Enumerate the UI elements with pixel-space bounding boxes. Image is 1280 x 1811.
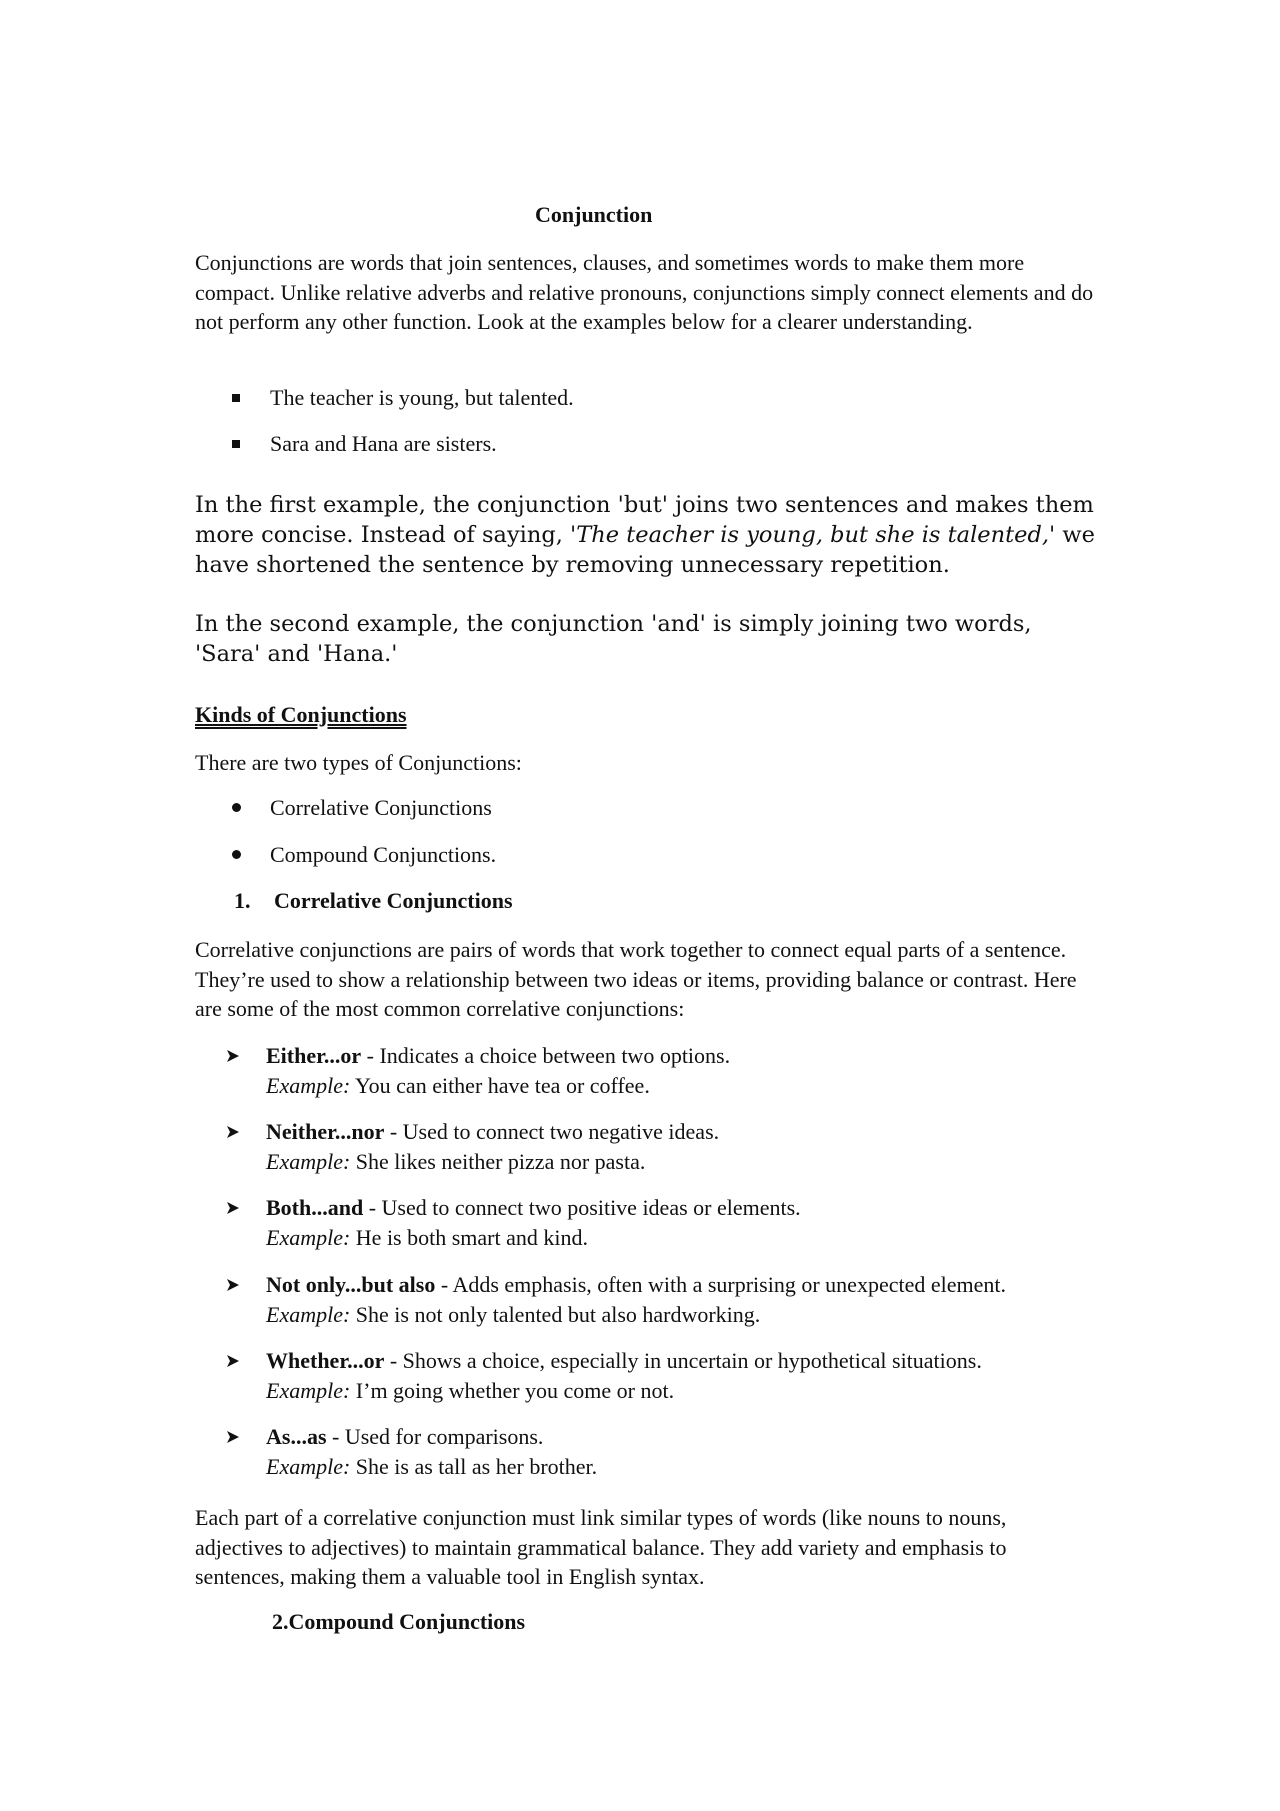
list-item: Compound Conjunctions.	[232, 842, 496, 868]
arrow-bullet-icon	[226, 1041, 242, 1071]
explanation-paragraph-2: In the second example, the conjunction 'and' is simply joining two words, 'Sara' and 'Hana.'	[195, 611, 1032, 667]
list-item: Both...and - Used to connect two positive ideas or elements. Example: He is both smart and kind.	[226, 1193, 801, 1253]
arrow-bullet-icon	[226, 1270, 242, 1300]
list-item: Correlative Conjunctions	[232, 795, 492, 821]
arrow-bullet-icon	[226, 1117, 242, 1147]
explanation-paragraph-1: In the first example, the conjunction 'but' joins two sentences and makes them more concise. Instead of saying, 'The teacher is young, but she is talented,' we have shortened the sentence by removing unnecessary repetition.	[195, 492, 1095, 578]
list-item: The teacher is young, but talented.	[232, 385, 574, 411]
round-bullet-icon	[232, 803, 241, 812]
list-item: Sara and Hana are sisters.	[232, 431, 497, 457]
list-item: Neither...nor - Used to connect two negative ideas. Example: She likes neither pizza nor pasta.	[226, 1117, 719, 1177]
list-item: Not only...but also - Adds emphasis, often with a surprising or unexpected element. Example: She is not only talented but also hardworking.	[226, 1270, 1006, 1330]
round-bullet-icon	[232, 850, 241, 859]
list-item: Whether...or - Shows a choice, especially in uncertain or hypothetical situations. Example: I’m going whether you come or not.	[226, 1346, 982, 1406]
correlative-closing: Each part of a correlative conjunction must link similar types of words (like nouns to nouns, adjectives to adjectives) to maintain grammatical balance. They add variety and emphasis to sentences, making them a valuable tool in English syntax.	[195, 1505, 1007, 1589]
square-bullet-icon	[232, 440, 240, 448]
page-title: Conjunction	[535, 202, 653, 227]
kinds-heading: Kinds of Conjunctions	[195, 702, 407, 727]
arrow-bullet-icon	[226, 1346, 242, 1376]
section-heading-compound: 2.Compound Conjunctions	[272, 1609, 526, 1634]
list-item: Either...or - Indicates a choice between two options. Example: You can either have tea or coffee.	[226, 1041, 730, 1101]
kinds-intro: There are two types of Conjunctions:	[195, 750, 522, 775]
correlative-intro: Correlative conjunctions are pairs of words that work together to connect equal parts of a sentence. They’re used to show a relationship between two ideas or items, providing balance or contrast. Here are some of the most common correlative conjunctions:	[195, 937, 1077, 1021]
square-bullet-icon	[232, 394, 240, 402]
list-item: As...as - Used for comparisons. Example: She is as tall as her brother.	[226, 1422, 597, 1482]
section-heading-correlative: 1. Correlative Conjunctions	[234, 888, 513, 913]
intro-paragraph: Conjunctions are words that join sentences, clauses, and sometimes words to make them more compact. Unlike relative adverbs and relative pronouns, conjunctions simply connect elements and do not perform any other function. Look at the examples below for a clearer understanding.	[195, 250, 1094, 334]
arrow-bullet-icon	[226, 1422, 242, 1452]
arrow-bullet-icon	[226, 1193, 242, 1223]
